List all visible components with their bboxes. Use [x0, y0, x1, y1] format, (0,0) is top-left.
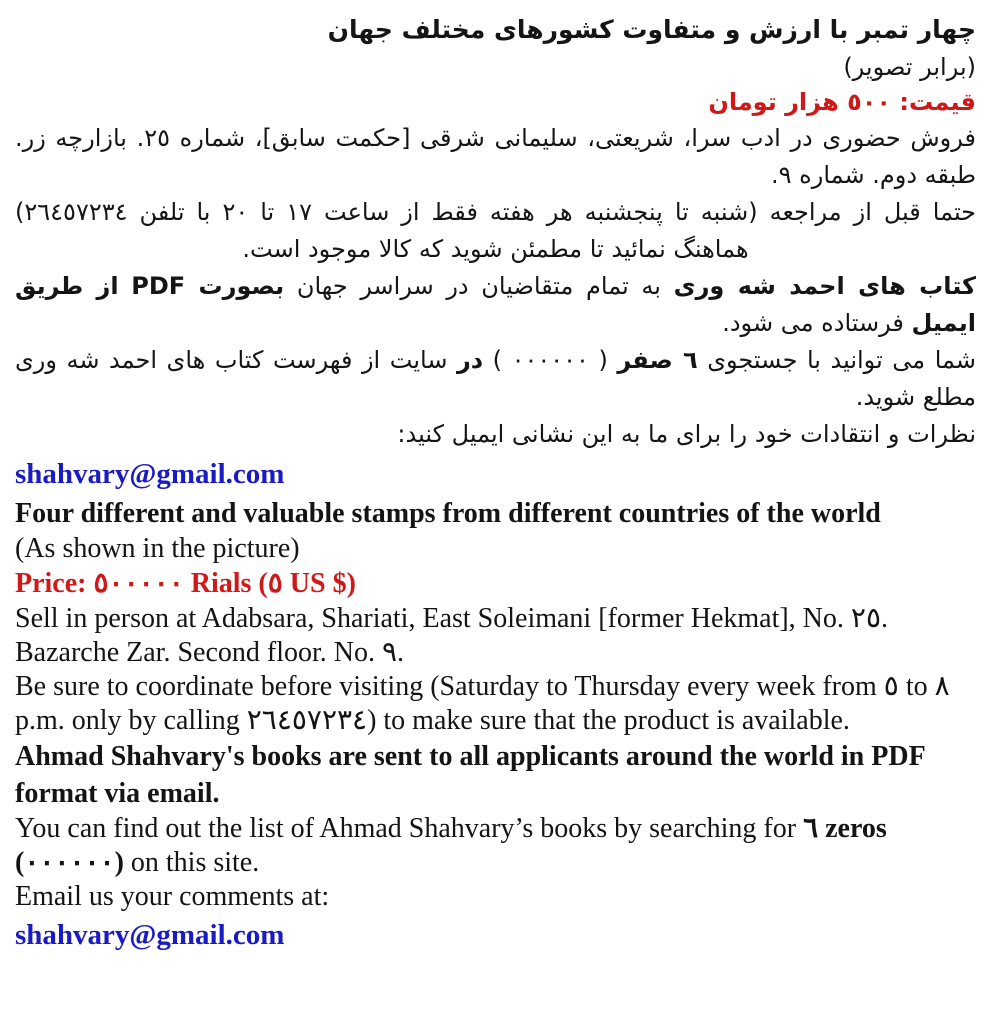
english-section: [15, 495, 976, 914]
fa-search-bold-2: در: [456, 346, 484, 374]
en-sell-paragraph: Sell in person at Adabsara, Shariati, East Soleimani [former Hekmat], No. ٢٥. Bazarche Zar. Second floor. No. ٩.: [15, 603, 888, 668]
fa-coordination-paragraph: حتما قبل از مراجعه (شنبه تا پنجشنبه هر هفته فقط از ساعت ١٧ تا ٢٠ با تلفن ٢٦٤٥٧٢٣٤) هماهنگ نمائید تا مطمئن شوید که کالا موجود است.: [15, 198, 977, 263]
fa-subtitle: (برابر تصویر): [843, 53, 976, 81]
fa-search-text-1: شما می توانید با جستجوی: [697, 346, 977, 374]
fa-comments-line: نظرات و انتقادات خود را برای ما به این نشانی ایمیل کنید:: [397, 420, 976, 448]
email-link-english[interactable]: shahvary@gmail.com: [15, 919, 285, 951]
fa-sell-paragraph: فروش حضوری در ادب سرا، شریعتی، سلیمانی شرقی [حکمت سابق]، شماره ٢٥. بازارچه زر. طبقه دوم. شماره ٩.: [15, 124, 976, 189]
fa-price: قیمت: ٥٠٠ هزار تومان: [708, 88, 976, 116]
en-search-paragraph: [15, 812, 976, 880]
fa-books-text-1: به تمام متقاضیان در سراسر جهان: [284, 272, 674, 300]
fa-books-bold-3: از طریق ایمیل: [15, 272, 976, 337]
fa-search-paragraph: [15, 342, 976, 416]
fa-books-text-2: [119, 272, 132, 300]
fa-books-bold-1: کتاب های احمد شه وری: [673, 272, 976, 300]
en-comments-line: Email us your comments at:: [15, 881, 330, 912]
fa-books-text-3: فرستاده می شود.: [722, 309, 912, 337]
en-price: Price: ٥٠٠٠٠٠ Rials (٥ US $): [15, 568, 356, 599]
en-subtitle: (As shown in the picture): [15, 533, 300, 564]
persian-section: [15, 10, 976, 453]
en-search-bold: ٦ zeros (٠٠٠٠٠٠): [15, 813, 887, 878]
en-books-paragraph: Ahmad Shahvary's books are sent to all applicants around the world in PDF format via email.: [15, 741, 925, 809]
fa-books-paragraph: [15, 268, 976, 342]
en-title: Four different and valuable stamps from different countries of the world: [15, 498, 881, 529]
en-search-text-1: You can find out the list of Ahmad Shahvary’s books by searching for: [15, 813, 804, 844]
en-coordination-paragraph: Be sure to coordinate before visiting (Saturday to Thursday every week from ٥ to ٨ p.m. only by calling ٢٦٤٥٧٢٣٤) to make sure that the product is available.: [15, 671, 950, 736]
fa-search-bold-1: ٦ صفر: [617, 346, 698, 374]
fa-books-bold-2: بصورت PDF: [131, 272, 285, 300]
fa-title: چهار تمبر با ارزش و متفاوت کشورهای مختلف جهان: [327, 15, 976, 44]
email-link-persian[interactable]: shahvary@gmail.com: [15, 458, 285, 490]
fa-search-text-3: سایت از فهرست کتاب های احمد شه وری مطلع شوید.: [15, 346, 976, 411]
fa-search-text-2: ( ٠٠٠٠٠٠ ): [483, 346, 618, 374]
en-search-text-2: on this site.: [123, 847, 260, 878]
